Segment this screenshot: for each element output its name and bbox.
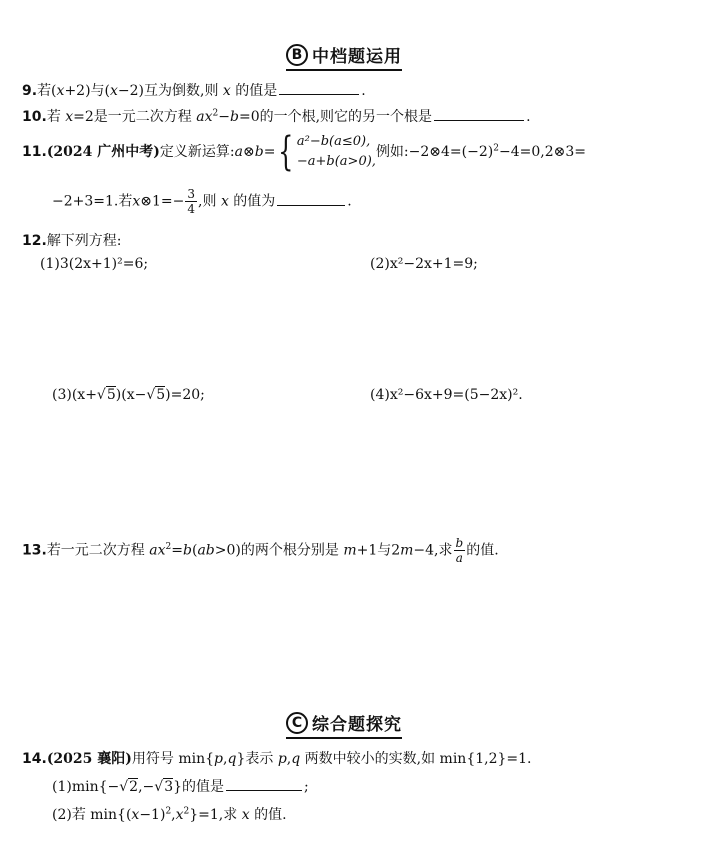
section-b-badge: B [286, 44, 308, 66]
question-9: 9.若(x+2)与(x−2)互为倒数,则 x 的值是 . [22, 83, 366, 99]
section-c-badge: C [286, 712, 308, 734]
fraction-three-quarters: $\frac{3}{4}$ [187, 187, 196, 216]
piecewise-definition: { a²−b(a≤0), −a+b(a>0), [278, 129, 376, 175]
question-12-part-2: (2)x²−2x+1=9; [370, 256, 478, 272]
answer-blank[interactable] [434, 119, 524, 121]
fraction-b-over-a: $\frac{b}{a}$ [455, 536, 464, 565]
question-11: 11.(2024 广州中考)定义新运算:a⊗b= { a²−b(a≤0), −a+b(a>0), 例如$:-2\otimes 4=(-2)^2-4=0,2\otimes 3=$ [22, 129, 586, 175]
question-11-line-2: −2+3=1.若x⊗1=− $\frac{3}{4}$ ,则 x 的值为 . [52, 187, 352, 216]
question-12-part-4: (4)x²−6x+9=(5−2x)². [370, 387, 523, 403]
question-14-part-2: (2)若 $\min\{(x-1)^2,x^2\}=1$,求 x 的值. [52, 806, 287, 823]
question-14-part-1: (1)min{−√2,−√3}的值是 ; [52, 779, 309, 795]
answer-blank[interactable] [226, 789, 302, 791]
question-13: 13.若一元二次方程 $ax^2=b(ab>0)$的两个根分别是 m+1与2m−4,求 $\frac{b}{a}$ 的值. [22, 536, 499, 565]
answer-blank[interactable] [279, 93, 359, 95]
section-b-header [286, 42, 402, 71]
question-12-part-1: (1)3(2x+1)²=6; [40, 256, 149, 272]
section-c-title: 综合题探究 [312, 715, 402, 735]
question-12-part-3: (3)(x+√5)(x−√5)=20; [52, 387, 205, 403]
question-12-title: 12.解下列方程: [22, 233, 122, 249]
question-10: 10.若 x=2是一元二次方程 $ax^2-b=0$的一个根,则它的另一个根是 . [22, 108, 531, 125]
section-b-title: 中档题运用 [312, 47, 402, 67]
question-14: 14.(2025 襄阳)用符号 min{p,q}表示 p,q 两数中较小的实数,如 min{1,2}=1. [22, 751, 532, 767]
answer-blank[interactable] [277, 204, 345, 206]
section-c-header [286, 710, 402, 739]
